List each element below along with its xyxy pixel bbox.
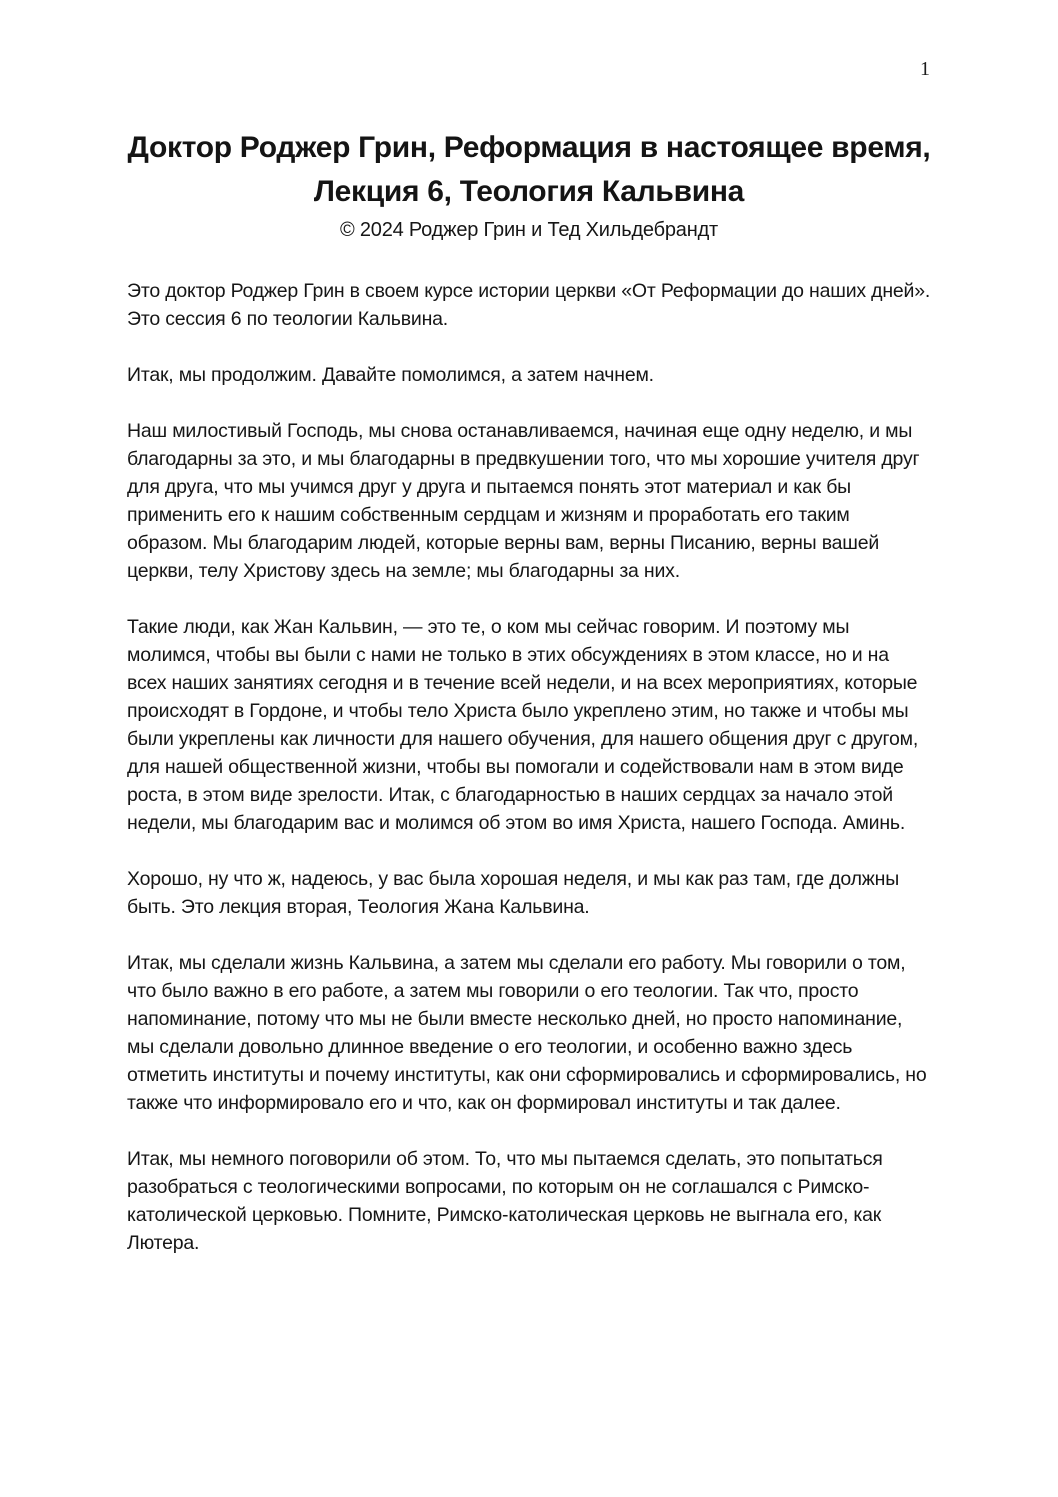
paragraph-prayer-2: Такие люди, как Жан Кальвин, — это те, о ком мы сейчас говорим. И поэтому мы молимся, чтобы вы были с нами не только в этих обсуждениях в этом классе, но и на всех наших занятиях сегодня и в течение всей недели, и на всех мероприятиях, которые происходят в Гордоне, и чтобы тело Христа было укреплено этим, но также и чтобы мы были укреплены как личности для нашего обучения, для нашего общения друг с другом, для нашей общественной жизни, чтобы вы помогали и содействовали нам в этом виде роста, в этом виде зрелости. Итак, с благодарностью в наших сердцах за начало этой недели, мы благодарим вас и молимся об этом во имя Христа, нашего Господа. Аминь. <box>127 616 919 834</box>
paragraph-recap: Итак, мы сделали жизнь Кальвина, а затем мы сделали его работу. Мы говорили о том, что было важно в его работе, а затем мы говорили о его теологии. Так что, просто напоминание, потому что мы не были вместе несколько дней, но просто напоминание, мы сделали довольно длинное введение о его теологии, и особенно важно здесь отметить институты и почему институты, как они сформировались и сформировались, но также что информировало его и что, как он формировал институты и так далее. <box>127 952 927 1114</box>
paragraph-transition: Итак, мы продолжим. Давайте помолимся, а затем начнем. <box>127 364 654 386</box>
paragraph-intro: Это доктор Роджер Грин в своем курсе истории церкви «От Реформации до наших дней». Это сессия 6 по теологии Кальвина. <box>127 280 931 330</box>
document-title: Доктор Роджер Грин, Реформация в настоящее время, Лекция 6, Теология Кальвина <box>127 131 931 208</box>
document-body <box>127 277 931 1257</box>
paragraph-welcome: Хорошо, ну что ж, надеюсь, у вас была хорошая неделя, и мы как раз там, где должны быть. Это лекция вторая, Теология Жана Кальвина. <box>127 868 900 918</box>
paragraph-prayer-1: Наш милостивый Господь, мы снова останавливаемся, начиная еще одну неделю, и мы благодарны за это, и мы благодарны в предвкушении того, что мы хорошие учителя друг для друга, что мы учимся друг у друга и пытаемся понять этот материал и как бы применить его к нашим собственным сердцам и жизням и проработать его таким образом. Мы благодарим людей, которые верны вам, верны Писанию, верны вашей церкви, телу Христову здесь на земле; мы благодарны за них. <box>127 420 920 582</box>
copyright-line: © 2024 Роджер Грин и Тед Хильдебрандт <box>339 219 719 241</box>
page-number: 1 <box>920 58 930 80</box>
paragraph-theological-issues: Итак, мы немного поговорили об этом. То, что мы пытаемся сделать, это попытаться разобраться с теологическими вопросами, по которым он не соглашался с Римско-католической церковью. Помните, Римско-католическая церковь не выгнала его, как Лютера. <box>127 1148 883 1254</box>
